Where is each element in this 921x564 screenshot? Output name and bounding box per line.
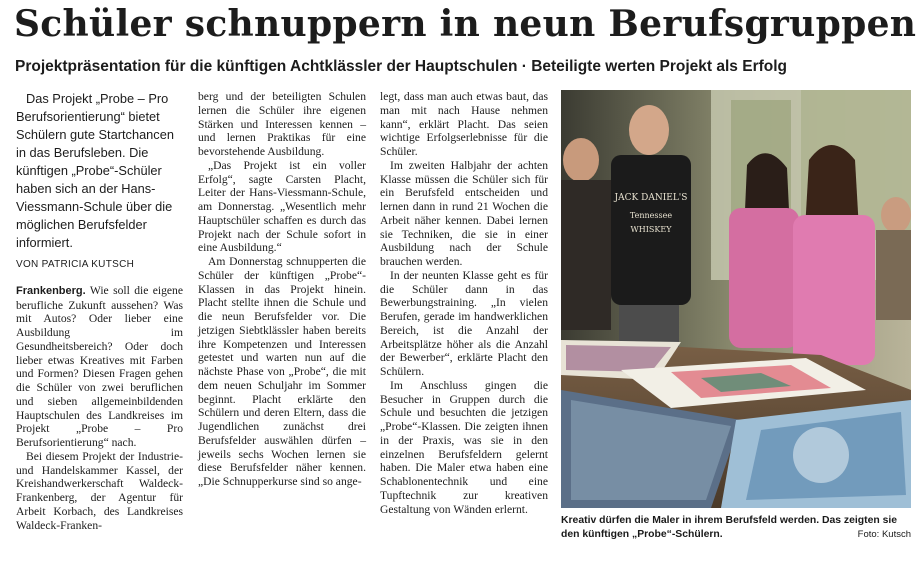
article-photo <box>561 90 911 508</box>
person-right <box>876 197 911 320</box>
subheadline: Projektpräsentation für die künftigen Achtklässler der Hauptschulen · Beteiligte werten Projekt als Erfolg <box>15 58 788 75</box>
body-paragraph: In der neunten Klasse geht es für die Schüler dann in das Bewerbungstraining. „In vielen Berufen, gerade im handwerklichen Bereich, ist die Anzahl der Arbeitsplätze höher als die Anzahl der Bewerber“, erklärte Placht den Schülern. <box>380 268 548 378</box>
body-paragraph: „Das Projekt ist ein voller Erfolg“, sagte Carsten Placht, Leiter der Hans-Viessmann-Schule, am Donnerstag. „Wesentlich mehr Hauptschüler schaffen es durch das Projekt nach der Schule sofort in eine Ausbildung.“ <box>198 158 366 255</box>
headline: Schüler schnuppern in neun Berufsgruppen <box>14 3 917 45</box>
body-paragraph: Im Anschluss gingen die Besucher in Gruppen durch die Schule und besuchten die jetzigen „Probe“-Klassen. Die zeigten ihnen in der Praxis, was sie in den einzelnen Berufsfeldern gelernt haben. Die Maler etwa haben eine Schablonentechnik und eine Tupftechnik zur kreativen Gestaltung von Wänden erlernt. <box>380 378 548 516</box>
body-paragraph: legt, dass man auch etwas baut, das man mit nach Hause nehmen kann“, erklärt Placht. Das seien wichtige Erfolgserlebnisse für die Schüler. <box>380 90 548 158</box>
shirt-text: WHISKEY <box>630 225 672 234</box>
article-column-2 <box>198 90 366 489</box>
byline: VON PATRICIA KUTSCH <box>16 259 135 270</box>
body-text: Wie soll die eigene berufliche Zukunft aussehen? Was mit Autos? Oder lieber eine Ausbildung im Gesundheitsbereich? Oder doch lieber etwas Kreatives mit Farben und Formen? Diesen Fragen gehen die Schüler von zwei beruflichen und sieben allgemeinbildenden Hauptschulen des Landkreises im Projekt „Probe – Pro Berufsorientierung“ nach. <box>16 283 183 449</box>
photo-illustration <box>561 90 911 508</box>
article-column-3 <box>380 90 548 516</box>
dateline: Frankenberg. <box>16 284 86 297</box>
photo-credit: Foto: Kutsch <box>857 529 911 540</box>
article-column-1 <box>16 90 183 532</box>
body-paragraph: Im zweiten Halbjahr der achten Klasse müssen die Schüler sich für ein Berufsfeld entscheiden und lernen dann in rund 21 Wochen die Arbeit näher kennen. Dabei lernen sie Techniken, die sie in einer Ausbildung nach der Schule brauchen werden. <box>380 158 548 268</box>
body-paragraph: Am Donnerstag schnupperten die Schüler der künftigen „Probe“-Klassen in das Projekt hinein. Placht stellte ihnen die Schule und die neun Berufsfelder vor. Die jetzigen Siebtklässler haben bereits ihre Kompetenzen und Interessen getestet und warten nun auf die nächste Phase von „Probe“, die mit dem neuen Schuljahr im Sommer beginnt. Placht erklärte den Schülern und deren Eltern, dass die Jugendlichen zunächst drei Berufsfelder auswählen dürfen – jeweils sechs Wochen lernen sie diese Berufsfelder näher kennen. „Die Schnupperkurse sind so ange- <box>198 255 366 488</box>
shirt-text: Tennessee <box>629 211 673 220</box>
caption-text: Kreativ dürfen die Maler in ihrem Berufsfeld werden. Das zeigten sie den künftigen „Probe“-Schülern. <box>561 515 898 540</box>
body-paragraph: berg und der beteiligten Schulen lernen die Schüler ihre eigenen Stärken und Interessen kennen – und lernen Praktikas für eine bevorstehende Ausbildung. <box>198 90 366 158</box>
body-paragraph: Bei diesem Projekt der Industrie- und Handelskammer Kassel, der Kreishandwerkerschaft Waldeck-Frankenberg, der Agentur für Arbeit Korbach, des Landkreises Waldeck-Franken- <box>16 449 183 532</box>
shirt-text: JACK DANIEL'S <box>614 193 688 203</box>
body-paragraph <box>16 284 183 450</box>
photo-caption <box>561 514 911 542</box>
lede: Das Projekt „Probe – Pro Berufsorientierung“ bietet Schülern gute Startchancen in das Berufsleben. Die künftigen „Probe“-Schüler haben sich an der Hans-Viessmann-Schule über die möglichen Berufsfelder informiert. <box>16 91 174 250</box>
